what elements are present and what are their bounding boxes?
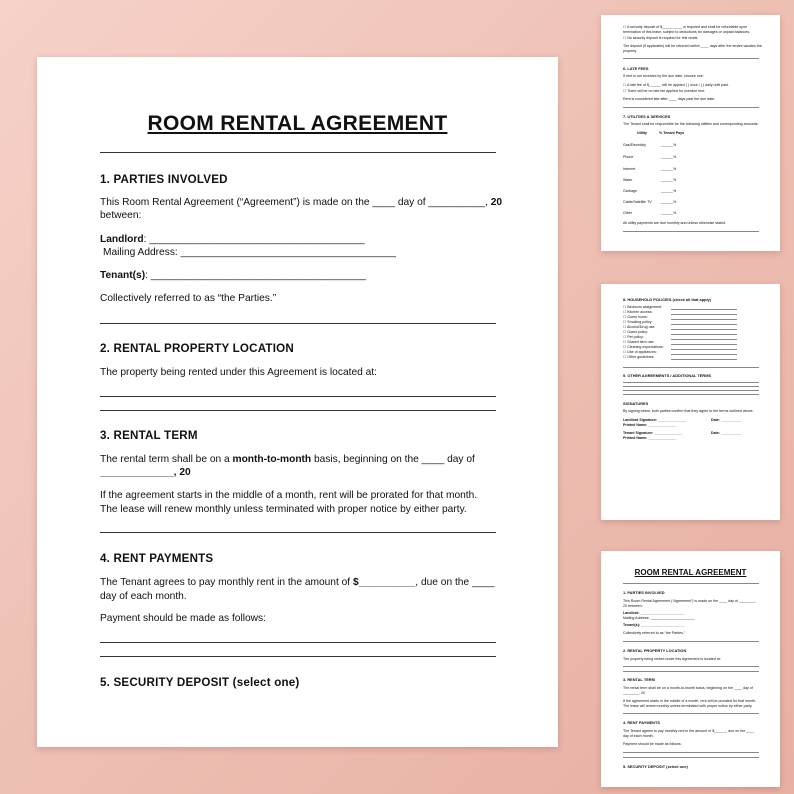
other-agreements-heading: 9. OTHER AGREEMENTS / ADDITIONAL TERMS — [623, 373, 712, 378]
household-policies-heading: 8. HOUSEHOLD POLICIES (check all that apply) — [623, 297, 711, 302]
thumb-section-3: 3. RENTAL TERM — [623, 677, 655, 682]
blank-line — [623, 666, 759, 667]
utility-row: Garbage — [623, 189, 637, 193]
utility-percent: ______% — [661, 200, 677, 204]
divider — [623, 107, 759, 108]
thumb-section-4: 4. RENT PAYMENTS — [623, 720, 660, 725]
thumb-section-1: 1. PARTIES INVOLVED — [623, 590, 665, 595]
tenant-signature: Tenant Signature: ______________ — [623, 431, 683, 435]
thumb-payment: Payment should be made as follows: — [623, 742, 682, 746]
blank-line — [623, 386, 759, 387]
policy-item: ☐ Shared item use: — [623, 340, 655, 344]
section-4-text: The Tenant agrees to pay monthly rent in the amount of $__________, due on the ____ day of each month. — [100, 577, 495, 602]
thumbnail-title: ROOM RENTAL AGREEMENT — [634, 568, 747, 577]
policy-line — [671, 334, 737, 335]
utility-percent: ______% — [661, 178, 677, 182]
blank-line — [623, 752, 759, 753]
policy-item: ☐ Bedroom assignment: — [623, 305, 663, 309]
section-2-heading: 2. RENTAL PROPERTY LOCATION — [100, 342, 294, 355]
utilities-note: All utility payments are due monthly and unless otherwise stated. — [623, 221, 727, 225]
utility-row: Water — [623, 178, 633, 182]
policy-line — [671, 344, 737, 345]
deposit-option-a: ☐ A security deposit of $__________ is required and shall be refundable upon termination of this lease, subject to deductions for damages or unpaid balances. — [623, 25, 751, 34]
mailing-address-field: Mailing Address: ______________________________________ — [103, 247, 396, 258]
section-3-date: _____________, 20 — [100, 467, 191, 478]
utility-row: Cable/Satellite TV — [623, 200, 652, 204]
section-3-text: The rental term shall be on a month-to-month basis, beginning on the ____ day of — [100, 454, 475, 465]
utility-percent: ______% — [661, 155, 677, 159]
utility-row: Gas/Electricity — [623, 143, 646, 147]
policy-line — [671, 349, 737, 350]
policy-item: ☐ Use of appliances: — [623, 350, 657, 354]
thumb-section-3-text: The rental term shall be on a month-to-month basis, beginning on the ____ day of ________, 20 — [623, 686, 753, 695]
parties-text: Collectively referred to as “the Parties.” — [100, 293, 277, 304]
main-document-page — [37, 57, 558, 747]
late-fee-option-b: ☐ There will be no late fee applied for overdue rent. — [623, 89, 706, 93]
landlord-printed-name: Printed Name: ______________ — [623, 423, 677, 427]
address-line — [100, 410, 496, 411]
policy-item: ☐ Guest hours: — [623, 315, 648, 319]
thumb-section-4-text: The Tenant agrees to pay monthly rent in the amount of $______, due on the ____ day of each month. — [623, 729, 755, 738]
policy-line — [671, 359, 737, 360]
thumb-section-3-paragraph: If the agreement starts in the middle of a month, rent will be prorated for that month. The lease will renew monthly unless terminated with proper notice by either party. — [623, 699, 757, 708]
thumbnail-page-1 — [601, 551, 780, 787]
policy-item: ☐ Smoking policy: — [623, 320, 653, 324]
utility-percent: ______% — [661, 143, 677, 147]
policy-item: ☐ Kitchen access: — [623, 310, 653, 314]
policy-item: ☐ Cleaning expectations: — [623, 345, 664, 349]
late-fee-days: Rent is considered late after ____ days past the due date. — [623, 97, 716, 101]
divider — [100, 532, 496, 533]
blank-line — [623, 390, 759, 391]
policy-line — [671, 314, 737, 315]
tenant-date: Date: __________ — [711, 431, 741, 435]
divider — [623, 367, 759, 368]
section-1-text: This Room Rental Agreement (“Agreement”) is made on the ____ day of __________, 20 — [100, 197, 503, 208]
policy-item: ☐ Pet policy: — [623, 335, 644, 339]
landlord-field: Landlord: ______________________________________ — [100, 234, 365, 245]
payment-text: Payment should be made as follows: — [100, 613, 266, 624]
divider — [623, 58, 759, 59]
tenant-field: Tenant(s): ______________________________________ — [100, 270, 367, 281]
thumbnail-page-3 — [601, 284, 780, 520]
late-fees-heading: 6. LATE FEES — [623, 66, 649, 71]
section-1-heading: 1. PARTIES INVOLVED — [100, 173, 228, 186]
policy-line — [671, 324, 737, 325]
utilities-heading: 7. UTILITIES & SERVICES — [623, 114, 671, 119]
deposit-return: The deposit (if applicable) will be returned within ____ days after the tenant vacates the property. — [623, 44, 762, 53]
divider — [100, 323, 496, 324]
signatures-heading: SIGNATURES — [623, 401, 649, 406]
utility-row: Internet — [623, 167, 636, 171]
thumb-mailing: Mailing Address: ______________________ — [623, 616, 695, 620]
blank-line — [623, 394, 759, 395]
thumb-tenant: Tenant(s): ______________________ — [623, 623, 686, 627]
divider — [623, 713, 759, 714]
policy-item: ☐ Alcohol/Drug use: — [623, 325, 656, 329]
blank-line — [623, 671, 759, 672]
section-3-heading: 3. RENTAL TERM — [100, 429, 198, 442]
utility-percent: ______% — [661, 211, 677, 215]
divider — [100, 152, 496, 153]
divider — [623, 641, 759, 642]
thumb-section-5: 5. SECURITY DEPOSIT (select one) — [623, 764, 688, 769]
document-title: ROOM RENTAL AGREEMENT — [147, 112, 448, 135]
divider — [623, 231, 759, 232]
landlord-date: Date: __________ — [711, 418, 741, 422]
policy-line — [671, 354, 737, 355]
section-5-heading: 5. SECURITY DEPOSIT (select one) — [100, 676, 300, 689]
utility-row: Phone — [623, 155, 634, 159]
thumb-section-2: 2. RENTAL PROPERTY LOCATION — [623, 648, 687, 653]
tenant-printed-name: Printed Name: ______________ — [623, 436, 677, 440]
thumbnail-page-2 — [601, 15, 780, 251]
policy-line — [671, 309, 737, 310]
tenant-pays-column-header: % Tenant Pays — [659, 131, 685, 135]
thumb-parties: Collectively referred to as “the Parties.” — [623, 631, 686, 635]
deposit-option-b: ☐ No security deposit is required for this rental. — [623, 36, 699, 40]
utility-row: Other — [623, 211, 632, 215]
signatures-text: By signing below, both parties confirm that they agree to the terms outlined above. — [623, 409, 754, 413]
late-fee-option-a: ☐ A late fee of $______ will be applied ( ) once / ( ) daily until paid. — [623, 83, 729, 87]
policy-item: ☐ Guest policy: — [623, 330, 648, 334]
policy-line — [671, 339, 737, 340]
utility-percent: ______% — [661, 189, 677, 193]
thumb-section-1-text: This Room Rental Agreement (“Agreement”) is made on the ____ day of ________, 20 between: — [623, 599, 756, 608]
section-3-paragraph: If the agreement starts in the middle of a month, rent will be prorated for that month. The lease will renew monthly unless terminated with proper notice by either party. — [100, 490, 478, 515]
divider — [623, 583, 759, 584]
address-line — [100, 396, 496, 397]
utility-percent: ______% — [661, 167, 677, 171]
section-4-heading: 4. RENT PAYMENTS — [100, 552, 214, 565]
thumb-section-2-text: The property being rented under this Agreement is located at: — [623, 657, 721, 661]
section-2-text: The property being rented under this Agreement is located at: — [100, 367, 377, 378]
blank-line — [623, 382, 759, 383]
payment-line — [100, 642, 496, 643]
policy-line — [671, 319, 737, 320]
landlord-signature: Landlord Signature: ______________ — [623, 418, 687, 422]
utilities-text: The Tenant shall be responsible for the following utilities and corresponding amounts: — [623, 122, 759, 126]
policy-item: ☐ Other guidelines: — [623, 355, 655, 359]
late-fees-text: If rent is not received by the due date, choose one: — [623, 74, 704, 78]
policy-line — [671, 329, 737, 330]
blank-line — [623, 757, 759, 758]
utility-column-header: Utility — [637, 131, 647, 135]
section-1-between: between: — [100, 210, 142, 221]
payment-line — [100, 656, 496, 657]
thumb-landlord: Landlord: ______________________ — [623, 611, 685, 615]
